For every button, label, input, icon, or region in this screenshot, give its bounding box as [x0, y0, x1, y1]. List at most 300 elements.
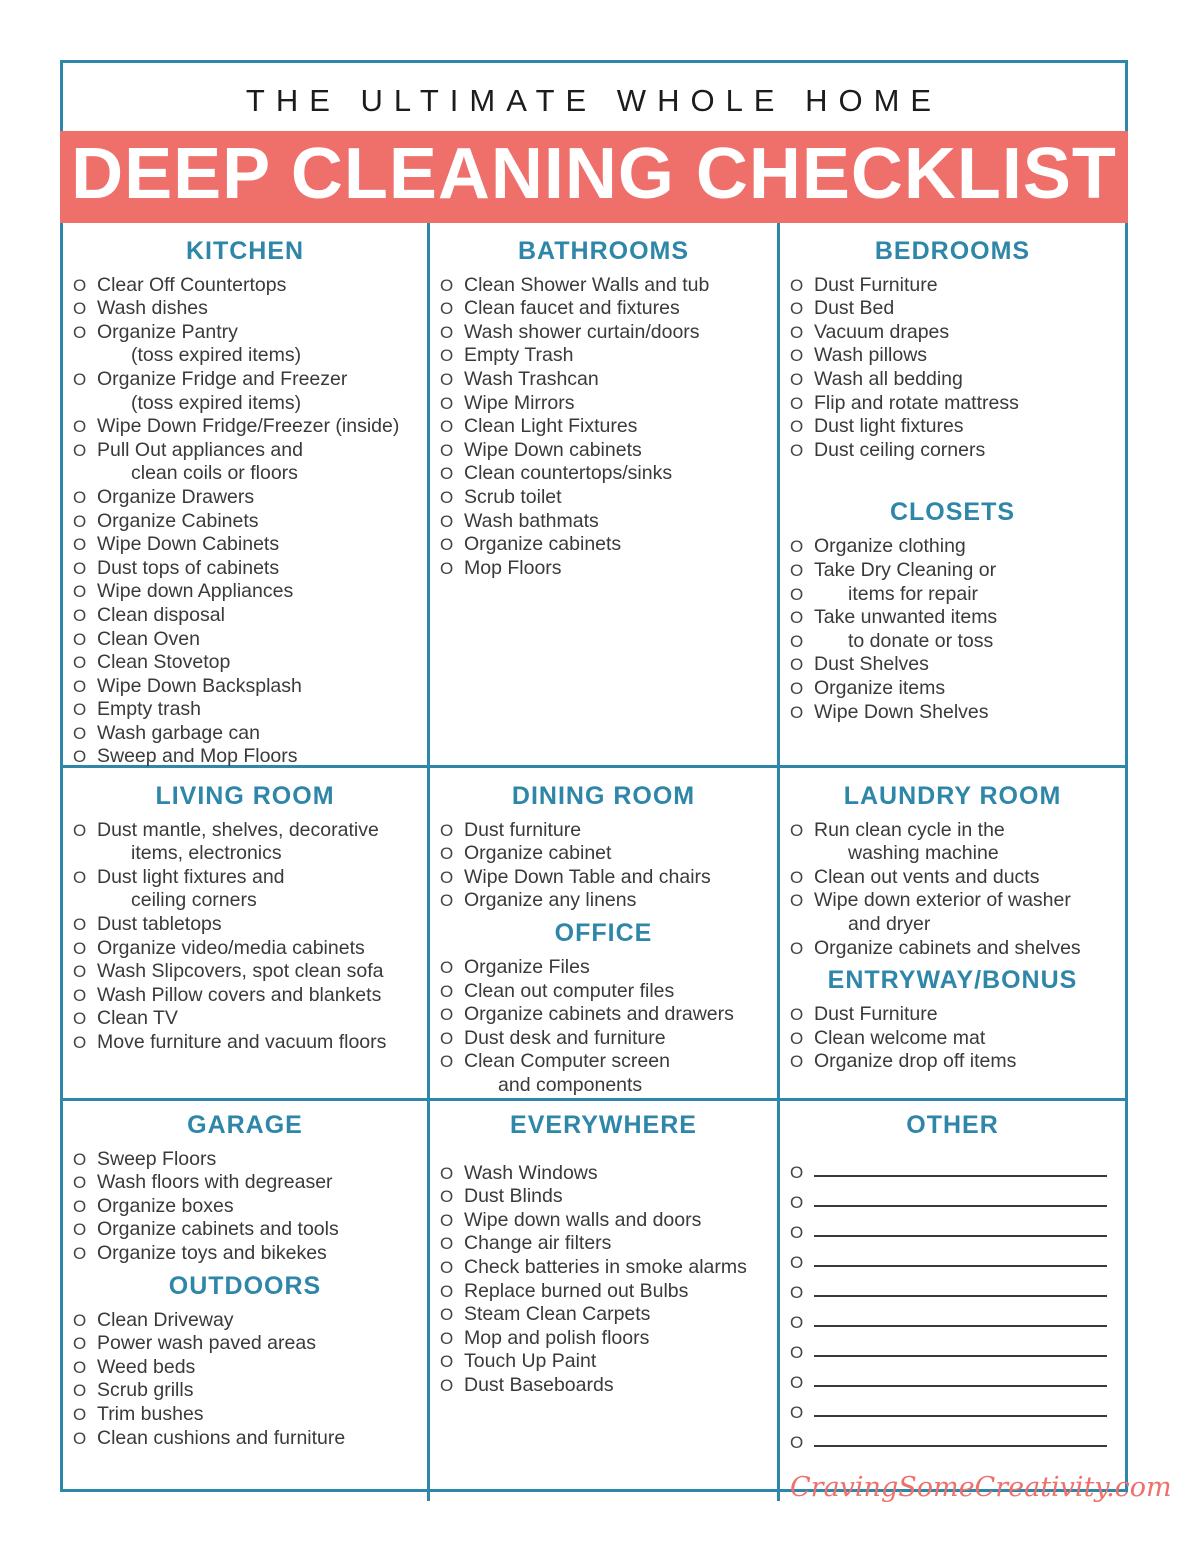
checklist-item[interactable]	[73, 344, 417, 368]
blank-checklist-item[interactable]	[790, 1308, 1115, 1338]
write-in-line[interactable]	[814, 1338, 1107, 1357]
checkbox-circle-icon[interactable]: O	[73, 985, 87, 1005]
checklist-item[interactable]	[440, 1185, 767, 1209]
checklist-item-label: Run clean cycle in the	[814, 818, 1005, 841]
checklist-item-label: Mop and polish floors	[464, 1326, 650, 1349]
write-in-line[interactable]	[814, 1398, 1107, 1417]
checklist-item[interactable]	[73, 698, 417, 722]
checkbox-circle-icon[interactable]: O	[73, 440, 87, 460]
checkbox-circle-icon[interactable]: O	[73, 299, 87, 319]
checklist-item[interactable]	[440, 439, 767, 463]
checklist-item[interactable]	[73, 1242, 417, 1266]
checkbox-circle-icon[interactable]: O	[73, 1032, 87, 1052]
checklist-item[interactable]	[790, 535, 1115, 559]
checklist-item[interactable]	[440, 557, 767, 581]
checkbox-circle-icon[interactable]: O	[73, 1173, 87, 1193]
checkbox-circle-icon[interactable]: O	[440, 346, 454, 366]
checklist-item[interactable]	[440, 1280, 767, 1304]
checkbox-circle-icon[interactable]: O	[440, 369, 454, 389]
checkbox-circle-icon[interactable]: O	[440, 511, 454, 531]
checklist-item[interactable]	[73, 745, 417, 769]
checklist-item-label: Organize clothing	[814, 535, 966, 558]
blank-checklist-item[interactable]	[790, 1338, 1115, 1368]
entryway-bonus-list	[790, 1003, 1115, 1074]
checklist-item-label: Take Dry Cleaning or	[814, 558, 997, 581]
section-bathrooms	[430, 223, 780, 765]
checkbox-circle-icon[interactable]: O	[440, 299, 454, 319]
blank-checklist-item[interactable]	[790, 1368, 1115, 1398]
blank-checklist-item[interactable]	[790, 1218, 1115, 1248]
checkbox-circle-icon[interactable]: O	[73, 558, 87, 578]
checklist-item[interactable]	[73, 439, 417, 463]
checklist-item[interactable]	[73, 1379, 417, 1403]
checklist-item-label: Organize Files	[464, 955, 590, 978]
checkbox-circle-icon[interactable]: O	[440, 1052, 454, 1072]
checklist-item[interactable]	[440, 889, 767, 913]
grid-row-2	[63, 768, 1125, 1101]
checklist-item[interactable]	[440, 344, 767, 368]
checklist-item[interactable]	[440, 1209, 767, 1233]
checklist-item[interactable]	[73, 1171, 417, 1195]
checklist-item-label: Dust mantle, shelves, decorative	[97, 818, 379, 841]
checkbox-circle-icon[interactable]: O	[440, 1163, 454, 1183]
checklist-item[interactable]	[790, 1050, 1115, 1074]
other-blank-lines[interactable]	[790, 1158, 1115, 1458]
checklist-item-label: Change air filters	[464, 1232, 612, 1255]
section-title-entryway-bonus: ENTRYWAY/BONUS	[827, 966, 1078, 995]
checklist-item[interactable]	[73, 1356, 417, 1380]
checklist-item-label: Dust Furniture	[814, 273, 938, 296]
title-band	[60, 131, 1128, 223]
checklist-item[interactable]	[73, 842, 417, 866]
dining-room-list	[440, 819, 767, 913]
checkbox-circle-icon[interactable]: O	[440, 275, 454, 295]
checklist-item[interactable]	[73, 533, 417, 557]
checkbox-circle-icon[interactable]: O	[790, 322, 804, 342]
checklist-item[interactable]	[790, 937, 1115, 961]
checkbox-circle-icon[interactable]: O	[73, 605, 87, 625]
checklist-item[interactable]	[440, 1027, 767, 1051]
checkbox-circle-icon[interactable]: O	[73, 322, 87, 342]
checkbox-circle-icon[interactable]: O	[790, 393, 804, 413]
checkbox-circle-icon[interactable]: O	[440, 1352, 454, 1372]
checklist-item-label: Mop Floors	[464, 556, 562, 579]
checklist-item[interactable]	[73, 580, 417, 604]
checklist-item[interactable]	[440, 819, 767, 843]
checkbox-circle-icon[interactable]: O	[790, 1252, 804, 1272]
checkbox-circle-icon[interactable]: O	[73, 417, 87, 437]
checklist-item[interactable]	[73, 486, 417, 510]
checkbox-circle-icon[interactable]: O	[440, 820, 454, 840]
checkbox-circle-icon[interactable]: O	[790, 1432, 804, 1452]
checkbox-circle-icon[interactable]: O	[440, 957, 454, 977]
checkbox-circle-icon[interactable]: O	[73, 369, 87, 389]
checkbox-circle-icon[interactable]: O	[440, 891, 454, 911]
checkbox-circle-icon[interactable]: O	[790, 608, 804, 628]
checkbox-circle-icon[interactable]: O	[73, 511, 87, 531]
checklist-item[interactable]	[73, 1309, 417, 1333]
checklist-item-label: Wipe Down Backsplash	[97, 674, 302, 697]
write-in-line[interactable]	[814, 1428, 1107, 1447]
checklist-item-label: Clean welcome mat	[814, 1026, 986, 1049]
checklist-item[interactable]	[73, 274, 417, 298]
checkbox-circle-icon[interactable]: O	[73, 867, 87, 887]
checklist-item-label: (toss expired items)	[131, 391, 302, 414]
checklist-item-label: ceiling corners	[131, 889, 257, 912]
checkbox-circle-icon[interactable]: O	[790, 1222, 804, 1242]
checklist-item[interactable]	[73, 675, 417, 699]
checkbox-circle-icon[interactable]: O	[790, 820, 804, 840]
blank-checklist-item[interactable]	[790, 1188, 1115, 1218]
checklist-item-label: Wipe Mirrors	[464, 391, 575, 414]
checklist-item[interactable]	[73, 819, 417, 843]
office-list	[440, 956, 767, 1098]
checklist-item-label: Replace burned out Bulbs	[464, 1279, 689, 1302]
checkbox-circle-icon[interactable]: O	[790, 1402, 804, 1422]
checkbox-circle-icon[interactable]: O	[790, 346, 804, 366]
checklist-item[interactable]	[73, 1218, 417, 1242]
checklist-item-label: Organize boxes	[97, 1194, 234, 1217]
write-in-line[interactable]	[814, 1158, 1107, 1177]
blank-checklist-item[interactable]	[790, 1248, 1115, 1278]
checkbox-circle-icon[interactable]: O	[440, 487, 454, 507]
checklist-item[interactable]	[440, 956, 767, 980]
checkbox-circle-icon[interactable]: O	[790, 275, 804, 295]
checklist-item[interactable]	[790, 1003, 1115, 1027]
checklist-item-label: Wash Slipcovers, spot clean sofa	[97, 960, 384, 983]
checklist-item-label: Clean cushions and furniture	[97, 1426, 346, 1449]
checklist-item-label: Wash garbage can	[97, 721, 260, 744]
checkbox-circle-icon[interactable]: O	[440, 1005, 454, 1025]
checkbox-circle-icon[interactable]: O	[790, 299, 804, 319]
checklist-item-label: Wipe Down Shelves	[814, 700, 989, 723]
checkbox-circle-icon[interactable]: O	[73, 582, 87, 602]
checkbox-circle-icon[interactable]: O	[73, 723, 87, 743]
checklist-item[interactable]	[440, 1003, 767, 1027]
checklist-item[interactable]	[440, 980, 767, 1004]
checklist-item-label: Wash Windows	[464, 1161, 598, 1184]
blank-checklist-item[interactable]	[790, 1158, 1115, 1188]
checkbox-circle-icon[interactable]: O	[790, 938, 804, 958]
checklist-item[interactable]	[790, 559, 1115, 583]
checkbox-circle-icon[interactable]: O	[73, 1220, 87, 1240]
checklist-item-label: Move furniture and vacuum floors	[97, 1030, 387, 1053]
checkbox-circle-icon[interactable]: O	[73, 820, 87, 840]
checklist-item[interactable]	[440, 1232, 767, 1256]
checkbox-circle-icon[interactable]: O	[440, 1328, 454, 1348]
checklist-item[interactable]	[73, 462, 417, 486]
grid-row-3	[63, 1101, 1172, 1503]
checklist-item-label: Organize Cabinets	[97, 509, 259, 532]
checklist-item-label: Dust Baseboards	[464, 1373, 614, 1396]
checklist-item-label: (toss expired items)	[131, 344, 302, 367]
checklist-item[interactable]	[790, 630, 1115, 654]
checklist-item[interactable]	[73, 960, 417, 984]
write-in-line[interactable]	[814, 1368, 1107, 1387]
checklist-item[interactable]	[73, 604, 417, 628]
checklist-item[interactable]	[73, 628, 417, 652]
checklist-item-label: to donate or toss	[848, 629, 994, 652]
checkbox-circle-icon[interactable]: O	[73, 938, 87, 958]
checklist-item[interactable]	[440, 866, 767, 890]
checklist-item[interactable]	[440, 368, 767, 392]
bedrooms-list	[790, 274, 1115, 463]
section-title-closets: CLOSETS	[889, 498, 1016, 527]
checklist-item[interactable]	[440, 321, 767, 345]
checkbox-circle-icon[interactable]: O	[73, 700, 87, 720]
checklist-item-label: Organize toys and bikekes	[97, 1241, 327, 1264]
checklist-item[interactable]	[73, 889, 417, 913]
checklist-item[interactable]	[440, 297, 767, 321]
checklist-item[interactable]	[73, 913, 417, 937]
checklist-item[interactable]	[73, 510, 417, 534]
checklist-item-label: Empty Trash	[464, 344, 574, 367]
write-in-line[interactable]	[814, 1278, 1107, 1297]
checklist-item-label: Organize cabinet	[464, 842, 612, 865]
section-title-other: OTHER	[906, 1110, 999, 1139]
checklist-item[interactable]	[73, 297, 417, 321]
checklist-item-label: Clean Stovetop	[97, 651, 231, 674]
checklist-item[interactable]	[440, 1303, 767, 1327]
outdoors-list	[73, 1309, 417, 1451]
section-title-dining-room: DINING ROOM	[511, 781, 696, 810]
checkbox-circle-icon[interactable]: O	[440, 1187, 454, 1207]
checklist-item[interactable]	[440, 842, 767, 866]
checklist-item[interactable]	[440, 392, 767, 416]
checkbox-circle-icon[interactable]: O	[440, 393, 454, 413]
checklist-item-label: Pull Out appliances and	[97, 438, 303, 461]
checkbox-circle-icon[interactable]: O	[73, 1009, 87, 1029]
blank-checklist-item[interactable]	[790, 1278, 1115, 1308]
checklist-item-label: washing machine	[848, 842, 999, 865]
checkbox-circle-icon[interactable]: O	[73, 629, 87, 649]
checklist-item-label: Wipe down exterior of washer	[814, 889, 1071, 912]
checklist-item[interactable]	[790, 274, 1115, 298]
checklist-item[interactable]	[440, 1374, 767, 1398]
checklist-item[interactable]	[440, 462, 767, 486]
write-in-line[interactable]	[814, 1218, 1107, 1237]
checklist-item-label: Clean out computer files	[464, 979, 675, 1002]
checklist-item[interactable]	[440, 1162, 767, 1186]
checkbox-circle-icon[interactable]: O	[73, 275, 87, 295]
checkbox-circle-icon[interactable]: O	[73, 1404, 87, 1424]
checkbox-circle-icon[interactable]: O	[73, 676, 87, 696]
checkbox-circle-icon[interactable]: O	[440, 1375, 454, 1395]
checklist-item[interactable]	[790, 1027, 1115, 1051]
checkbox-circle-icon[interactable]: O	[73, 914, 87, 934]
checklist-item-label: Organize Fridge and Freezer	[97, 367, 348, 390]
checklist-item[interactable]	[440, 1074, 767, 1098]
checkbox-circle-icon[interactable]: O	[790, 1282, 804, 1302]
checkbox-circle-icon[interactable]: O	[73, 1357, 87, 1377]
checklist-item-label: Wipe Down Table and chairs	[464, 865, 711, 888]
checklist-item-label: Wash floors with degreaser	[97, 1171, 333, 1194]
checkbox-circle-icon[interactable]: O	[440, 844, 454, 864]
checkbox-circle-icon[interactable]: O	[440, 1305, 454, 1325]
checklist-item-label: Dust tops of cabinets	[97, 556, 280, 579]
closets-list	[790, 535, 1115, 724]
section-kitchen	[63, 223, 430, 768]
checkbox-circle-icon[interactable]: O	[790, 702, 804, 722]
checkbox-circle-icon[interactable]: O	[73, 1381, 87, 1401]
checkbox-circle-icon[interactable]: O	[790, 1372, 804, 1392]
checkbox-circle-icon[interactable]: O	[440, 1210, 454, 1230]
checklist-item-label: Weed beds	[97, 1355, 196, 1378]
checklist-item[interactable]	[440, 274, 767, 298]
checklist-item[interactable]	[73, 1332, 417, 1356]
checkbox-circle-icon[interactable]: O	[73, 1334, 87, 1354]
checklist-item-label: Dust Furniture	[814, 1003, 938, 1026]
section-everywhere	[430, 1101, 780, 1501]
blank-checklist-item[interactable]	[790, 1398, 1115, 1428]
checklist-item-label: Wipe down Appliances	[97, 580, 294, 603]
checklist-item[interactable]	[440, 415, 767, 439]
checkbox-circle-icon[interactable]: O	[440, 440, 454, 460]
checkbox-circle-icon[interactable]: O	[790, 1005, 804, 1025]
checklist-item[interactable]	[73, 1031, 417, 1055]
checklist-item[interactable]	[440, 1050, 767, 1074]
checklist-item[interactable]	[790, 439, 1115, 463]
checklist-item-label: Clean Light Fixtures	[464, 415, 638, 438]
checklist-item[interactable]	[790, 842, 1115, 866]
checklist-item[interactable]	[440, 1327, 767, 1351]
checklist-item[interactable]	[73, 1427, 417, 1451]
checklist-item[interactable]	[790, 819, 1115, 843]
checkbox-circle-icon[interactable]: O	[790, 678, 804, 698]
checklist-item-label: Dust Shelves	[814, 653, 929, 676]
checkbox-circle-icon[interactable]: O	[790, 1162, 804, 1182]
checklist-item[interactable]	[73, 1148, 417, 1172]
checklist-item-label: Vacuum drapes	[814, 320, 950, 343]
write-in-line[interactable]	[814, 1308, 1107, 1327]
checkbox-circle-icon[interactable]: O	[790, 655, 804, 675]
checkbox-circle-icon[interactable]: O	[440, 464, 454, 484]
checklist-item-label: Scrub toilet	[464, 485, 562, 508]
checklist-item[interactable]	[790, 653, 1115, 677]
checkbox-circle-icon[interactable]: O	[790, 537, 804, 557]
checkbox-circle-icon[interactable]: O	[790, 631, 804, 651]
checkbox-circle-icon[interactable]: O	[440, 322, 454, 342]
checklist-item[interactable]	[790, 606, 1115, 630]
checklist-item[interactable]	[73, 321, 417, 345]
checklist-item-label: Organize Pantry	[97, 320, 238, 343]
checkbox-circle-icon[interactable]: O	[73, 1428, 87, 1448]
checklist-item-label: Power wash paved areas	[97, 1332, 316, 1355]
checkbox-circle-icon[interactable]: O	[440, 981, 454, 1001]
checkbox-circle-icon[interactable]: O	[790, 1312, 804, 1332]
checklist-item[interactable]	[790, 344, 1115, 368]
section-laundry-entryway	[780, 768, 1125, 1098]
checklist-item-label: Wash bathmats	[464, 509, 599, 532]
checklist-item[interactable]	[790, 321, 1115, 345]
write-in-line[interactable]	[814, 1248, 1107, 1267]
checkbox-circle-icon[interactable]: O	[73, 962, 87, 982]
checklist-item-label: Take unwanted items	[814, 606, 998, 629]
checkbox-circle-icon[interactable]: O	[790, 1028, 804, 1048]
checklist-item[interactable]	[440, 1256, 767, 1280]
checklist-item[interactable]	[73, 557, 417, 581]
checklist-item[interactable]	[73, 651, 417, 675]
checklist-item[interactable]	[440, 510, 767, 534]
checkbox-circle-icon[interactable]: O	[440, 535, 454, 555]
checklist-item[interactable]	[73, 937, 417, 961]
checklist-item[interactable]	[73, 392, 417, 416]
checkbox-circle-icon[interactable]: O	[790, 1052, 804, 1072]
checklist-item[interactable]	[73, 415, 417, 439]
checkbox-circle-icon[interactable]: O	[73, 1149, 87, 1169]
checkbox-circle-icon[interactable]: O	[73, 1310, 87, 1330]
checkbox-circle-icon[interactable]: O	[790, 417, 804, 437]
checkbox-circle-icon[interactable]: O	[790, 584, 804, 604]
checklist-item[interactable]	[790, 368, 1115, 392]
checkbox-circle-icon[interactable]: O	[73, 747, 87, 767]
checklist-item[interactable]	[790, 583, 1115, 607]
checkbox-circle-icon[interactable]: O	[790, 440, 804, 460]
bathrooms-list	[440, 274, 767, 581]
checkbox-circle-icon[interactable]: O	[73, 653, 87, 673]
checklist-item-label: Organize cabinets	[464, 533, 622, 556]
checklist-item[interactable]	[73, 1007, 417, 1031]
checkbox-circle-icon[interactable]: O	[440, 1257, 454, 1277]
checkbox-circle-icon[interactable]: O	[790, 867, 804, 887]
checklist-item[interactable]	[790, 866, 1115, 890]
checklist-item-label: Wash pillows	[814, 344, 928, 367]
checklist-item[interactable]	[790, 677, 1115, 701]
checklist-item[interactable]	[73, 1195, 417, 1219]
checklist-item[interactable]	[790, 701, 1115, 725]
checklist-item[interactable]	[73, 984, 417, 1008]
checkbox-circle-icon[interactable]: O	[73, 535, 87, 555]
checklist-item-label: Wipe Down cabinets	[464, 438, 642, 461]
living-room-list	[73, 819, 417, 1055]
checkbox-circle-icon[interactable]: O	[440, 1028, 454, 1048]
checklist-item[interactable]	[790, 889, 1115, 913]
checklist-item[interactable]	[73, 1403, 417, 1427]
checklist-item-label: Dust furniture	[464, 818, 582, 841]
checkbox-circle-icon[interactable]: O	[73, 1243, 87, 1263]
checklist-item[interactable]	[73, 722, 417, 746]
checkbox-circle-icon[interactable]: O	[790, 1192, 804, 1212]
checkbox-circle-icon[interactable]: O	[73, 1196, 87, 1216]
checkbox-circle-icon[interactable]: O	[440, 558, 454, 578]
checklist-item-label: Wash Pillow covers and blankets	[97, 983, 382, 1006]
checkbox-circle-icon[interactable]: O	[440, 417, 454, 437]
laundry-room-list	[790, 819, 1115, 961]
write-in-line[interactable]	[814, 1188, 1107, 1207]
checklist-item-label: Dust tabletops	[97, 912, 222, 935]
checkbox-circle-icon[interactable]: O	[790, 1342, 804, 1362]
page-title: DEEP CLEANING CHECKLIST	[71, 134, 1117, 214]
checklist-item-label: Clear Off Countertops	[97, 273, 287, 296]
checklist-item[interactable]	[440, 533, 767, 557]
checklist-item[interactable]	[440, 1350, 767, 1374]
checklist-item[interactable]	[73, 866, 417, 890]
blank-checklist-item[interactable]	[790, 1428, 1115, 1458]
checklist-item[interactable]	[790, 415, 1115, 439]
checkbox-circle-icon[interactable]: O	[73, 487, 87, 507]
checkbox-circle-icon[interactable]: O	[440, 1234, 454, 1254]
checklist-item[interactable]	[73, 368, 417, 392]
checklist-item[interactable]	[790, 913, 1115, 937]
checklist-item[interactable]	[790, 392, 1115, 416]
checkbox-circle-icon[interactable]: O	[790, 560, 804, 580]
checklist-item[interactable]	[440, 486, 767, 510]
checkbox-circle-icon[interactable]: O	[440, 867, 454, 887]
checklist-item[interactable]	[790, 297, 1115, 321]
checkbox-circle-icon[interactable]: O	[790, 369, 804, 389]
checkbox-circle-icon[interactable]: O	[440, 1281, 454, 1301]
checkbox-circle-icon[interactable]: O	[790, 891, 804, 911]
